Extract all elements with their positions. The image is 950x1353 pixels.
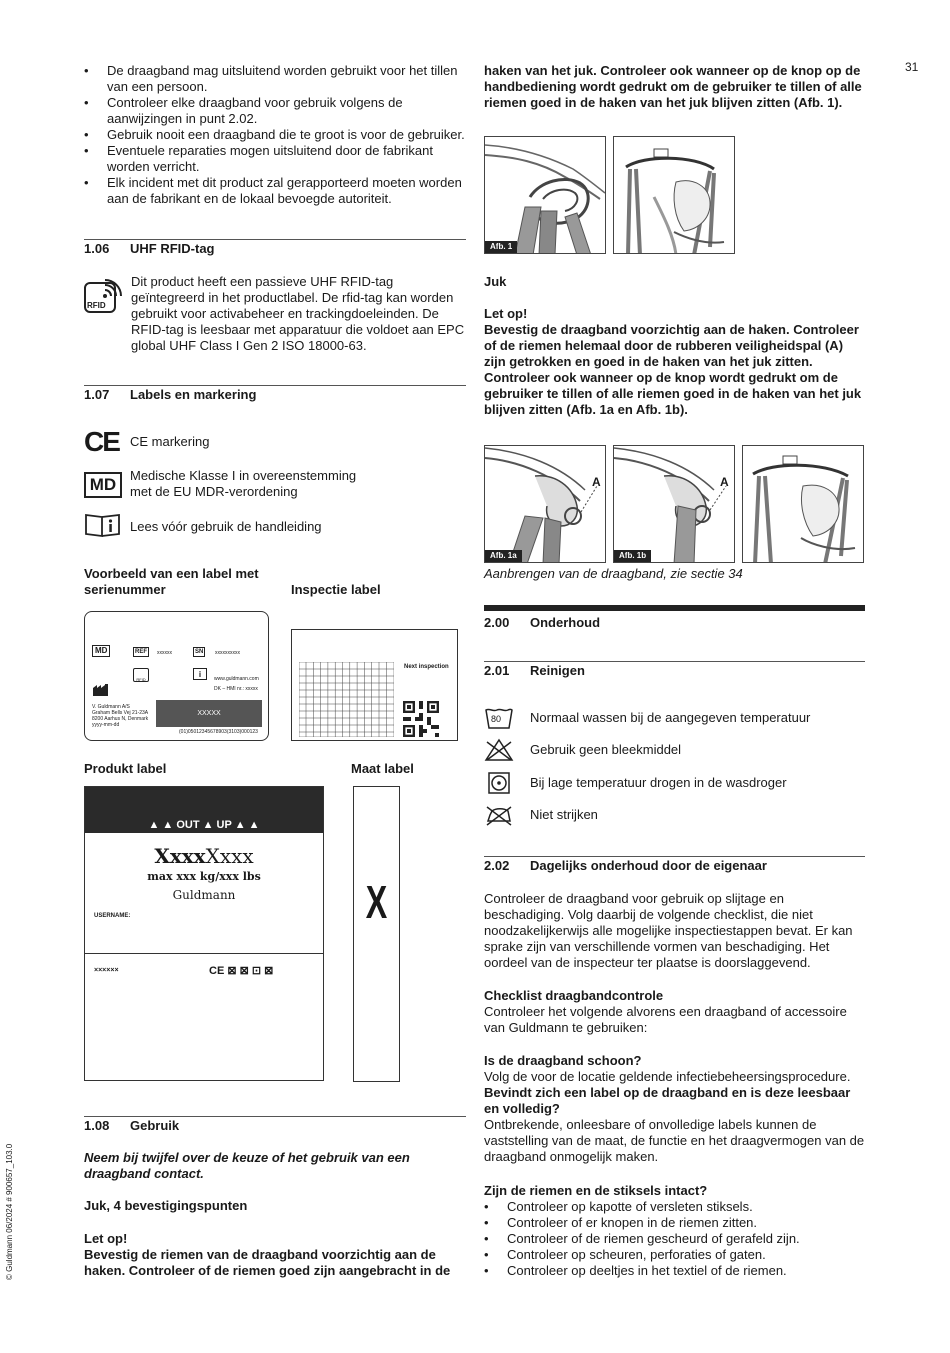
no-bleach-icon: [484, 738, 514, 762]
label-ref-box: REF: [135, 649, 147, 655]
figure-1a: [484, 445, 606, 563]
section-number: 2.00: [484, 615, 510, 630]
label-serial-box: XXXXX: [156, 700, 262, 727]
list-item: • Controleer elke draagband voor gebruik volgens de aanwijzingen in punt 2.02.: [84, 95, 466, 127]
manual-icon: [84, 512, 130, 542]
label-url: www.guldmann.com: [214, 676, 259, 682]
md-mark-icon: [84, 468, 130, 498]
yoke-heading: Juk: [484, 274, 507, 289]
label-hmi: DK – HMI nr.: xxxxx: [214, 686, 258, 692]
wash-temperature: 80: [491, 714, 502, 724]
copyright-note: © Guldmann 06/2024 # 900657_103.0: [5, 1143, 14, 1280]
list-item: • Controleer op kapotte of versleten stiksels.: [484, 1199, 865, 1215]
care-text: Niet strijken: [530, 807, 598, 822]
care-row-iron: [484, 803, 598, 827]
section-heading-1-07: [84, 387, 256, 403]
section-number: 2.02: [484, 858, 510, 873]
product-name-bold: Xxxx: [154, 844, 206, 868]
inspection-label-example: [291, 629, 458, 741]
answer-label: Ontbrekende, onleesbare of onvolledige labels kunnen de vaststelling van de maat, de functie en het draagvermogen van de draagband onmogelijk maken.: [484, 1117, 865, 1164]
usage-note: Neem bij twijfel over de keuze of het gebruik van een draagband contact.: [84, 1150, 410, 1181]
label-sn-box: SN: [195, 649, 204, 655]
section-divider: [484, 856, 865, 857]
usage-caution-label: Let op!: [84, 1231, 128, 1246]
no-iron-icon: [484, 803, 514, 827]
care-row-wash: [484, 706, 810, 730]
chapter-divider: [484, 605, 865, 611]
tumble-dry-low-icon: [484, 771, 514, 795]
care-row-bleach: [484, 738, 681, 762]
section-title: Reinigen: [530, 663, 585, 678]
rfid-icon: [84, 278, 122, 314]
section-title: Gebruik: [130, 1118, 180, 1133]
label-barcode-text: (01)05012345678903(3103)000123: [179, 729, 258, 735]
list-item: • Elk incident met dit product zal gerapporteerd moeten worden aan de fabrikant en de lokaal bevoegde autoriteit.: [84, 175, 466, 207]
qr-code-icon: [403, 701, 439, 741]
usage-warning: Bevestig de riemen van de draagband voorzichtig aan de haken. Controleer of de riemen goed zijn aangebracht in de: [84, 1247, 451, 1278]
manufacturer-icon: [93, 684, 109, 700]
label-sn-value: xxxxxxxxxx: [215, 650, 240, 656]
figure-1-yoke-sling: [613, 136, 735, 254]
section-divider: [84, 1116, 466, 1117]
figure-1c: [742, 445, 864, 563]
list-item: • Controleer op scheuren, perforaties of gaten.: [484, 1247, 865, 1263]
section-number: 1.07: [84, 387, 110, 402]
symbol-text: Lees vóór gebruik de handleiding: [130, 519, 322, 534]
inspection-grid: [299, 662, 394, 737]
usage-subheading: Juk, 4 bevestigingspunten: [84, 1198, 248, 1213]
label-rfid-icon: RFID: [133, 668, 149, 682]
serial-label-example: [84, 611, 269, 741]
figure-1b: [613, 445, 735, 563]
question-label: Bevindt zich een label op de draagband en is deze leesbaar en volledig?: [484, 1085, 851, 1116]
section-title: Labels en markering: [130, 387, 257, 402]
section-divider: [84, 239, 466, 240]
product-label-name: [85, 845, 323, 867]
list-item: • Eventuele reparaties mogen uitsluitend door de fabrikant worden verricht.: [84, 143, 466, 175]
label-manual-icon: i: [193, 668, 207, 680]
section-title: UHF RFID-tag: [130, 241, 215, 256]
list-item: • Controleer of er knopen in de riemen zitten.: [484, 1215, 865, 1231]
figure-tag: Afb. 1a: [485, 550, 522, 562]
figure-1-hook-closeup: [484, 136, 606, 254]
section-number: 1.06: [84, 241, 110, 256]
symbol-row-md: [84, 468, 370, 500]
figure-tag: Afb. 1b: [614, 550, 651, 562]
usage-warning-continued: haken van het juk. Controleer ook wanneer op de knop op de handbediening wordt gedrukt om de gebruiker te tillen of alle riemen goed in de haken van het juk blijven zitten (Afb. 1).: [484, 63, 862, 110]
section-title: Dagelijks onderhoud door de eigenaar: [530, 858, 767, 873]
label-md-box: MD: [92, 645, 110, 657]
section-heading-1-06: [84, 241, 215, 257]
section-title: Onderhoud: [530, 615, 601, 630]
list-item: • Controleer op deeltjes in het textiel of de riemen.: [484, 1263, 865, 1279]
md-mark-glyph: MD: [84, 472, 122, 498]
product-name-light: Xxxx: [205, 844, 254, 868]
wash-80-icon: [484, 706, 514, 730]
section-divider: [84, 385, 466, 386]
section-divider: [484, 661, 865, 662]
size-label-example: [353, 786, 400, 1082]
section-heading-1-08: [84, 1118, 179, 1134]
rfid-description: Dit product heeft een passieve UHF RFID-tag geïntegreerd in het productlabel. De rfid-tag kan worden gebruikt voor activabeheer en trackingdoeleinden. De RFID-tag is leesbaar met apparatuur die voldoet aan EPC global UHF Class I Gen 2 ISO 18000-63.: [131, 274, 465, 353]
label-address: [92, 704, 164, 728]
label-example-heading: Voorbeeld van een label met serienummer: [84, 566, 259, 597]
section-heading-2-01: [484, 663, 585, 679]
product-label-capacity: max xxx kg/xxx lbs: [147, 870, 261, 883]
product-label-code: ××××××: [94, 967, 119, 974]
address-line: V. Guldmann A/S: [92, 704, 130, 710]
product-label-username: USERNAME:: [94, 913, 131, 919]
care-text: Normaal wassen bij de aangegeven temperatuur: [530, 710, 811, 725]
care-row-dry: [484, 771, 787, 795]
question-straps: Zijn de riemen en de stiksels intact?: [484, 1183, 708, 1198]
symbol-text: CE markering: [130, 434, 210, 449]
checklist-intro: Controleer het volgende alvorens een draagband of accessoire van Guldmann te gebruiken:: [484, 1004, 847, 1035]
maintenance-intro: Controleer de draagband voor gebruik op slijtage en beschadiging. Volg daarbij de volgende checklist, die niet noodzakelijkerwijs alle mogelijke inspectiestappen bevat. Er kan sprake zijn van verschillende vormen van beschadiging. Het oordeel van de inspecteur ter plaatse is doorslaggevend.: [484, 891, 853, 970]
section-heading-2-00: [484, 615, 600, 631]
address-line: yyyy-mm-dd: [92, 722, 120, 728]
figure-tag: Afb. 1: [485, 241, 517, 253]
address-line: Graham Bells Vej 21-23A: [92, 710, 149, 716]
symbol-text: Medische Klasse I in overeenstemming met de EU MDR-verordening: [130, 468, 357, 499]
safety-latch-letter: A: [720, 475, 729, 489]
care-text: Bij lage temperatuur drogen in de wasdroger: [530, 775, 787, 790]
checklist-heading: Checklist draagbandcontrole: [484, 988, 664, 1003]
rfid-icon-label: RFID: [87, 301, 106, 310]
product-label-arrows: ▲ ▲ OUT ▲ UP ▲ ▲: [148, 819, 260, 831]
answer-clean: Volg de voor de locatie geldende infectiebeheersingsprocedure.: [484, 1069, 851, 1084]
symbol-row-manual: [84, 512, 322, 542]
safety-latch-letter: A: [592, 475, 601, 489]
care-text: Gebruik geen bleekmiddel: [530, 742, 682, 757]
list-item: • Gebruik nooit een draagband die te groot is voor de gebruiker.: [84, 127, 466, 143]
label-ref-value: xxxxxx: [157, 650, 172, 656]
question-clean: Is de draagband schoon?: [484, 1053, 642, 1068]
product-label-divider: [85, 953, 323, 954]
ce-mark-icon: CE: [84, 426, 119, 457]
product-label-example: [84, 786, 324, 1081]
list-item: • De draagband mag uitsluitend worden gebruikt voor het tillen van een persoon.: [84, 63, 466, 95]
address-line: 8200 Aarhus N, Denmark: [92, 716, 149, 722]
product-label-brand: Guldmann: [172, 888, 236, 902]
straps-check-list: [484, 1199, 865, 1279]
section-number: 1.08: [84, 1118, 110, 1133]
yoke-caution-label: Let op!: [484, 306, 528, 321]
page-number: 31: [905, 60, 919, 74]
section-heading-2-02: [484, 858, 767, 874]
size-mark: X: [365, 876, 388, 928]
yoke-caution-text: Bevestig de draagband voorzichtig aan de haken. Controleer of de riemen helemaal door de rubberen veiligheidspal (A) zijn getrokken en goed in de haken van het juk zitten. Controleer ook wanneer op de knop wordt gedrukt om de gebruiker te tillen of alle riemen goed in de haken van het juk blijven zitten (Afb. 1a en Afb. 1b).: [484, 322, 862, 417]
section-number: 2.01: [484, 663, 510, 678]
symbol-row-ce: [84, 427, 209, 457]
product-label-care-symbols: CE ⊠ ⊠ ⊡ ⊠: [209, 965, 274, 977]
size-label-heading: Maat label: [351, 761, 414, 776]
figure-caption: Aanbrengen van de draagband, zie sectie 34: [484, 566, 743, 581]
product-label-heading: Produkt label: [84, 761, 167, 776]
list-item: • Controleer of de riemen gescheurd of gerafeld zijn.: [484, 1231, 865, 1247]
inspection-label-heading: Inspectie label: [291, 582, 381, 597]
next-inspection-label: Next inspection: [404, 664, 449, 670]
intro-bullet-list: [84, 63, 466, 207]
